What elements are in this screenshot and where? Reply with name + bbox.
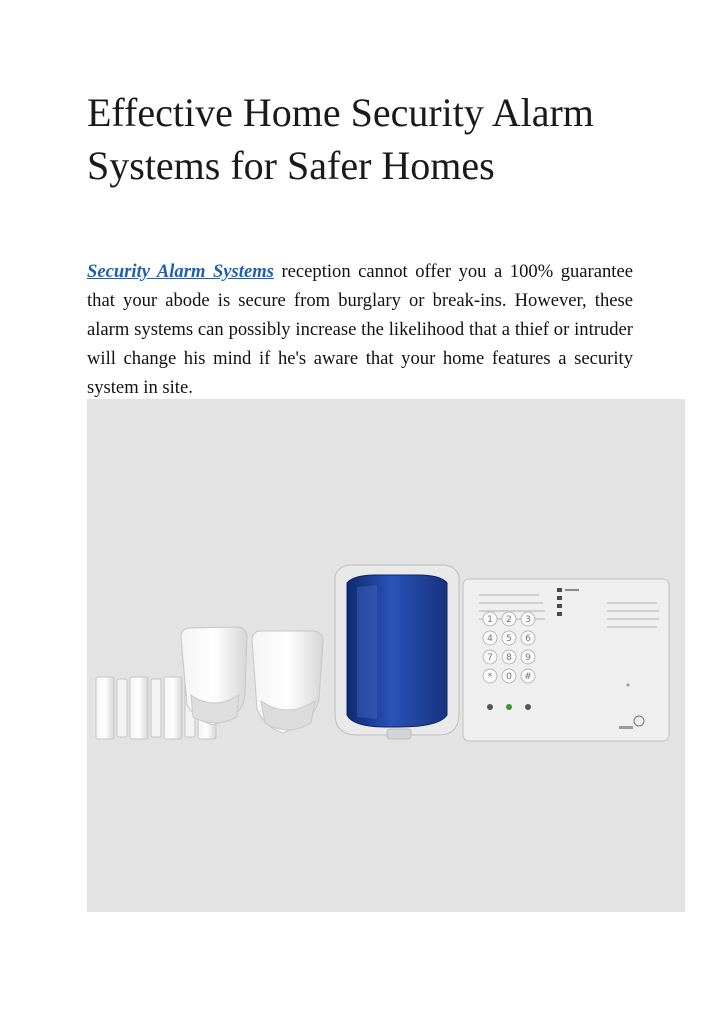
page-title: Effective Home Security Alarm Systems for Safer Homes — [87, 90, 594, 188]
svg-text:8: 8 — [506, 653, 512, 663]
svg-text:5: 5 — [506, 634, 512, 644]
svg-text:#: # — [524, 672, 532, 682]
motion-sensor — [252, 631, 323, 733]
svg-text:2: 2 — [506, 615, 512, 625]
svg-text:*: * — [487, 672, 493, 682]
security-system-photo — [87, 399, 685, 912]
control-panel — [463, 579, 669, 741]
svg-text:0: 0 — [506, 672, 512, 682]
article-paragraph — [87, 257, 633, 402]
motion-sensor — [181, 627, 247, 725]
svg-text:4: 4 — [487, 634, 493, 644]
siren-box — [335, 565, 459, 739]
svg-text:9: 9 — [525, 653, 531, 663]
svg-text:7: 7 — [487, 653, 493, 663]
svg-text:3: 3 — [525, 615, 531, 625]
svg-text:6: 6 — [525, 634, 531, 644]
article-body-text: reception cannot offer you a 100% guarantee that your abode is secure from burglary or break-ins. However, these alarm systems can possibly increase the likelihood that a thief or intruder will change his mind if he's aware that your home features a security system in site. — [87, 261, 633, 398]
svg-text:1: 1 — [487, 615, 493, 625]
security-alarm-systems-link[interactable]: Security Alarm Systems — [87, 261, 274, 282]
